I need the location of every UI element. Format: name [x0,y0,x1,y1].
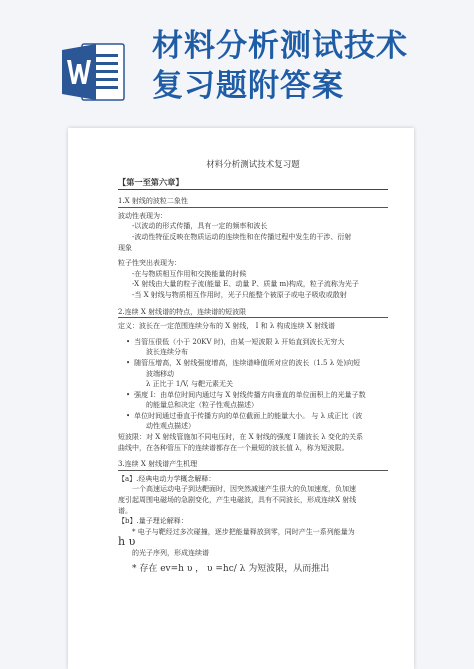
bullet-4-text: 单位时间通过垂直于传播方向的单位截面上的能量大小。 [134,411,310,420]
wave-heading: 波动性表现为： [118,211,167,220]
bullet-2: • 随管压增高，X 射线强度增高，连续谱峰值所对应的波长（1.5 λ 处)向短 [118,358,388,369]
short-wave-limit-1: 短波限：对 X 射线管施加不同电压时，在 X 射线的强度 I 随波长 λ 变化的关系 [118,433,363,442]
document-title: 材料分析测试技术复习题 [206,160,300,170]
quantum-line-1: * 电子与靶经过多次碰撞，逐步把能量释放到零，同时产生一系列能量为 [132,527,355,536]
bullet-2-cont: 波端移动 [146,369,174,378]
quantum-line-2: 的光子序列，形成连续谱 [132,549,209,557]
particle-item-3: -当 X 射线与物质相互作用时，光子只能整个被原子或电子吸收或散射 [132,290,347,299]
bullet-4-text-b: 与 λ 成正比（波 [311,411,363,420]
chapter-heading: 【第一至第六章】 [118,177,388,191]
continuous-spectrum-definition: 定义：波长在一定范围连续分布的 X 射线， I 和 λ 构成连续 X 射线谱 [118,322,335,331]
section-heading-1: 1.X 射线的波粒二象性 [118,196,388,208]
bullet-4-cont: 动性观点描述） [146,422,195,431]
bullet-1: • 当管压很低（小于 20KV 时)，由某一短波限 λ 开始直到波长无穷大 [118,337,388,348]
classical-heading: 【a】.经典电动力学概念解释： [118,474,216,483]
bullet-3-cont: 的能量总和决定（粒子性观点描述） [146,401,258,410]
wave-item-2-cont: 现象 [118,243,132,252]
particle-item-1: -在与物质相互作用和交换能量的时候 [132,269,247,278]
photon-energy-symbol: h υ [118,535,136,549]
bullet-2-cont-2: λ 正比于 1/V, 与靶元素无关 [146,380,233,389]
section-heading-2: 2.连续 X 射线谱的特点，连续谱的短波限 [118,307,388,319]
word-icon [60,40,128,104]
particle-item-2: -X 射线由大量的粒子流(能量 E、动量 P、质量 m)构成，粒子流称为光子 [132,280,359,289]
classical-line-1: 一个高速运动电子到达靶面时，因突然减速产生很大的负加速度，负加速 [132,485,356,494]
wave-item-1: -以波动的形式传播，具有一定的频率和波长 [132,222,268,231]
wave-item-2: -波动性特征反映在物质运动的连续性和在传播过程中发生的干涉、衍射 [132,232,352,241]
page-title [152,26,462,106]
quantum-heading: 【b】.量子理论解释： [118,517,188,526]
bullet-1-cont: 波长连续分布 [146,348,188,357]
section-heading-3: 3.连续 X 射线谱产生机理 [118,459,388,471]
bullet-3: • 强度 I：由单位时间内通过与 X 射线传播方向垂直的单位面积上的光量子数 [118,390,388,401]
short-wave-limit-2: 曲线中，在各种管压下的连续谱都存在一个最短的波长值 λ，称为短波限。 [118,443,349,452]
classical-line-3: 谱。 [118,506,132,515]
particle-heading: 粒子性突出表现为： [118,259,181,268]
quantum-line-3: * 存在 ev=h υ ， υ =hc/ λ 为短波限，从而推出 [132,563,330,574]
classical-line-2: 度引起周围电磁场的急剧变化，产生电磁波，具有不同波长，形成连续X 射线 [118,496,357,505]
document-body [118,160,388,574]
title-line-1: 材料分析测试技术 [152,28,408,64]
document-page [68,128,414,669]
cover-banner [0,0,474,112]
bullet-4 [118,411,388,422]
title-line-2: 复习题附答案 [152,68,344,104]
